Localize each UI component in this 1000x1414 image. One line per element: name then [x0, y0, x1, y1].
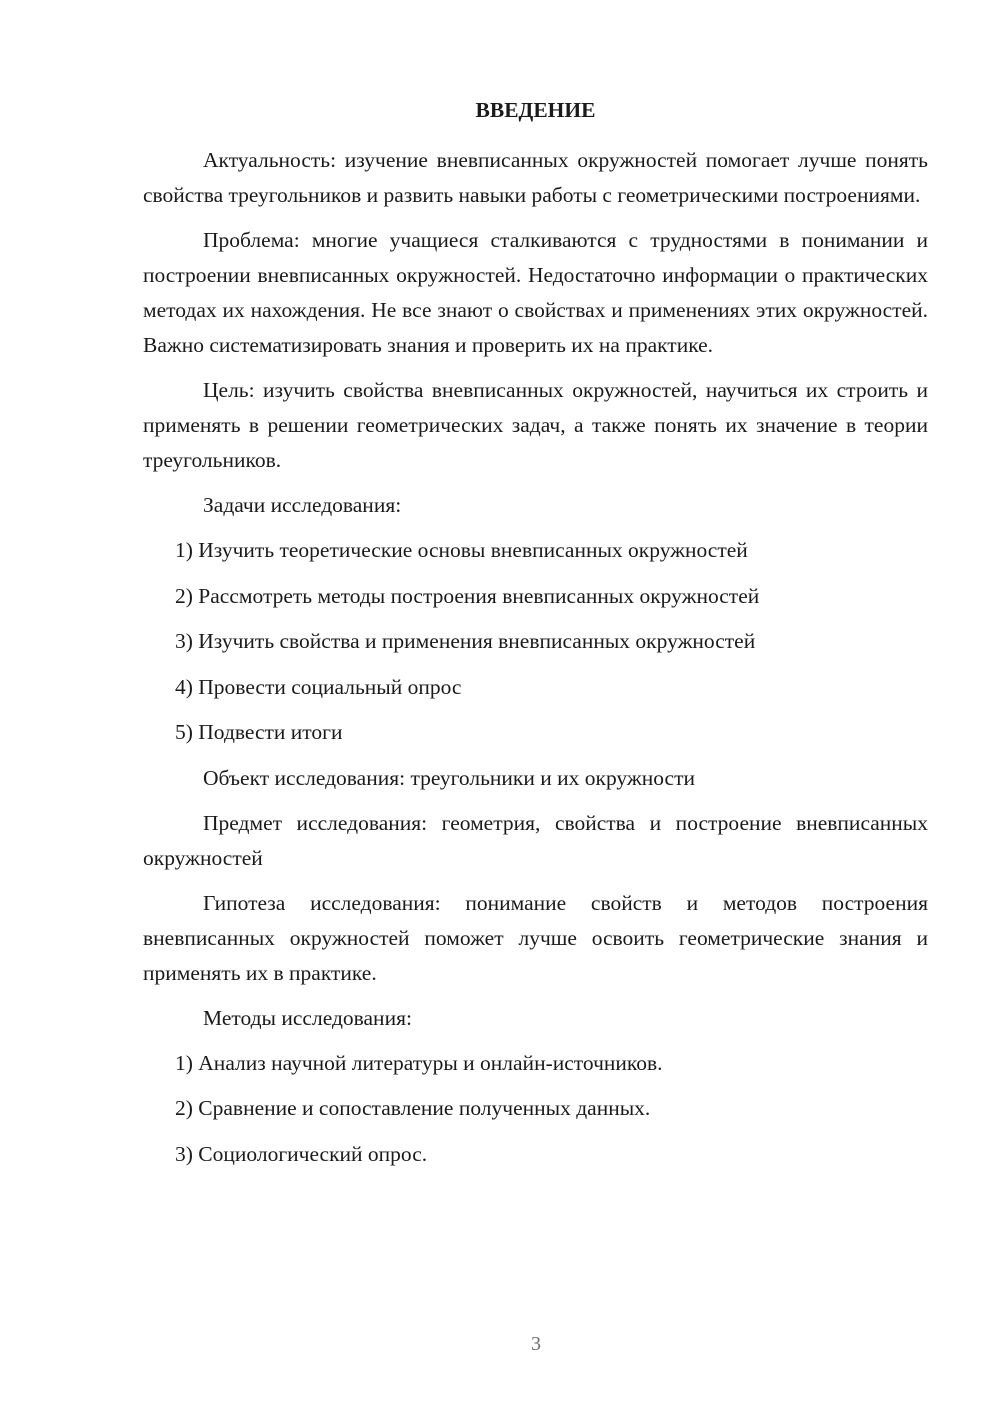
list-item: 2) Сравнение и сопоставление полученных данных. — [175, 1096, 651, 1120]
methods-label: Методы исследования: — [203, 1005, 412, 1030]
list-item: 2) Рассмотреть методы построения вневписанных окружностей — [175, 583, 760, 608]
list-item: 1) Изучить теоретические основы вневписанных окружностей — [175, 538, 748, 562]
methods-list — [143, 1046, 928, 1172]
goal-paragraph: Цель: изучить свойства вневписанных окружностей, научиться их строить и применять в решении геометрических задач, а также понять их значение в теории треугольников. — [143, 378, 928, 472]
tasks-label: Задачи исследования: — [203, 493, 402, 517]
tasks-list — [143, 533, 928, 750]
list-item: 5) Подвести итоги — [175, 720, 343, 744]
relevance-paragraph: Актуальность: изучение вневписанных окружностей помогает лучше понять свойства треугольников и развить навыки работы с геометрическими построениями. — [143, 148, 928, 207]
list-item: 3) Изучить свойства и применения вневписанных окружностей — [175, 629, 756, 653]
list-item: 3) Социологический опрос. — [175, 1141, 428, 1166]
object-paragraph: Объект исследования: треугольники и их окружности — [203, 765, 695, 790]
problem-paragraph: Проблема: многие учащиеся сталкиваются с трудностями в понимании и построении вневписанных окружностей. Недостаточно информации о практических методах их нахождения. Не все знают о свойствах и применениях этих окружностей. Важно систематизировать знания и проверить их на практике. — [143, 228, 928, 357]
hypothesis-paragraph: Гипотеза исследования: понимание свойств и методов построения вневписанных окружностей поможет лучше освоить геометрические знания и применять их в практике. — [143, 890, 928, 985]
section-title: ВВЕДЕНИЕ — [475, 98, 596, 122]
subject-paragraph: Предмет исследования: геометрия, свойства и построение вневписанных окружностей — [143, 810, 928, 870]
document-page — [143, 95, 928, 1182]
list-item: 4) Провести социальный опрос — [175, 674, 462, 699]
list-item: 1) Анализ научной литературы и онлайн-источников. — [175, 1050, 663, 1075]
page-number: 3 — [531, 1333, 541, 1355]
